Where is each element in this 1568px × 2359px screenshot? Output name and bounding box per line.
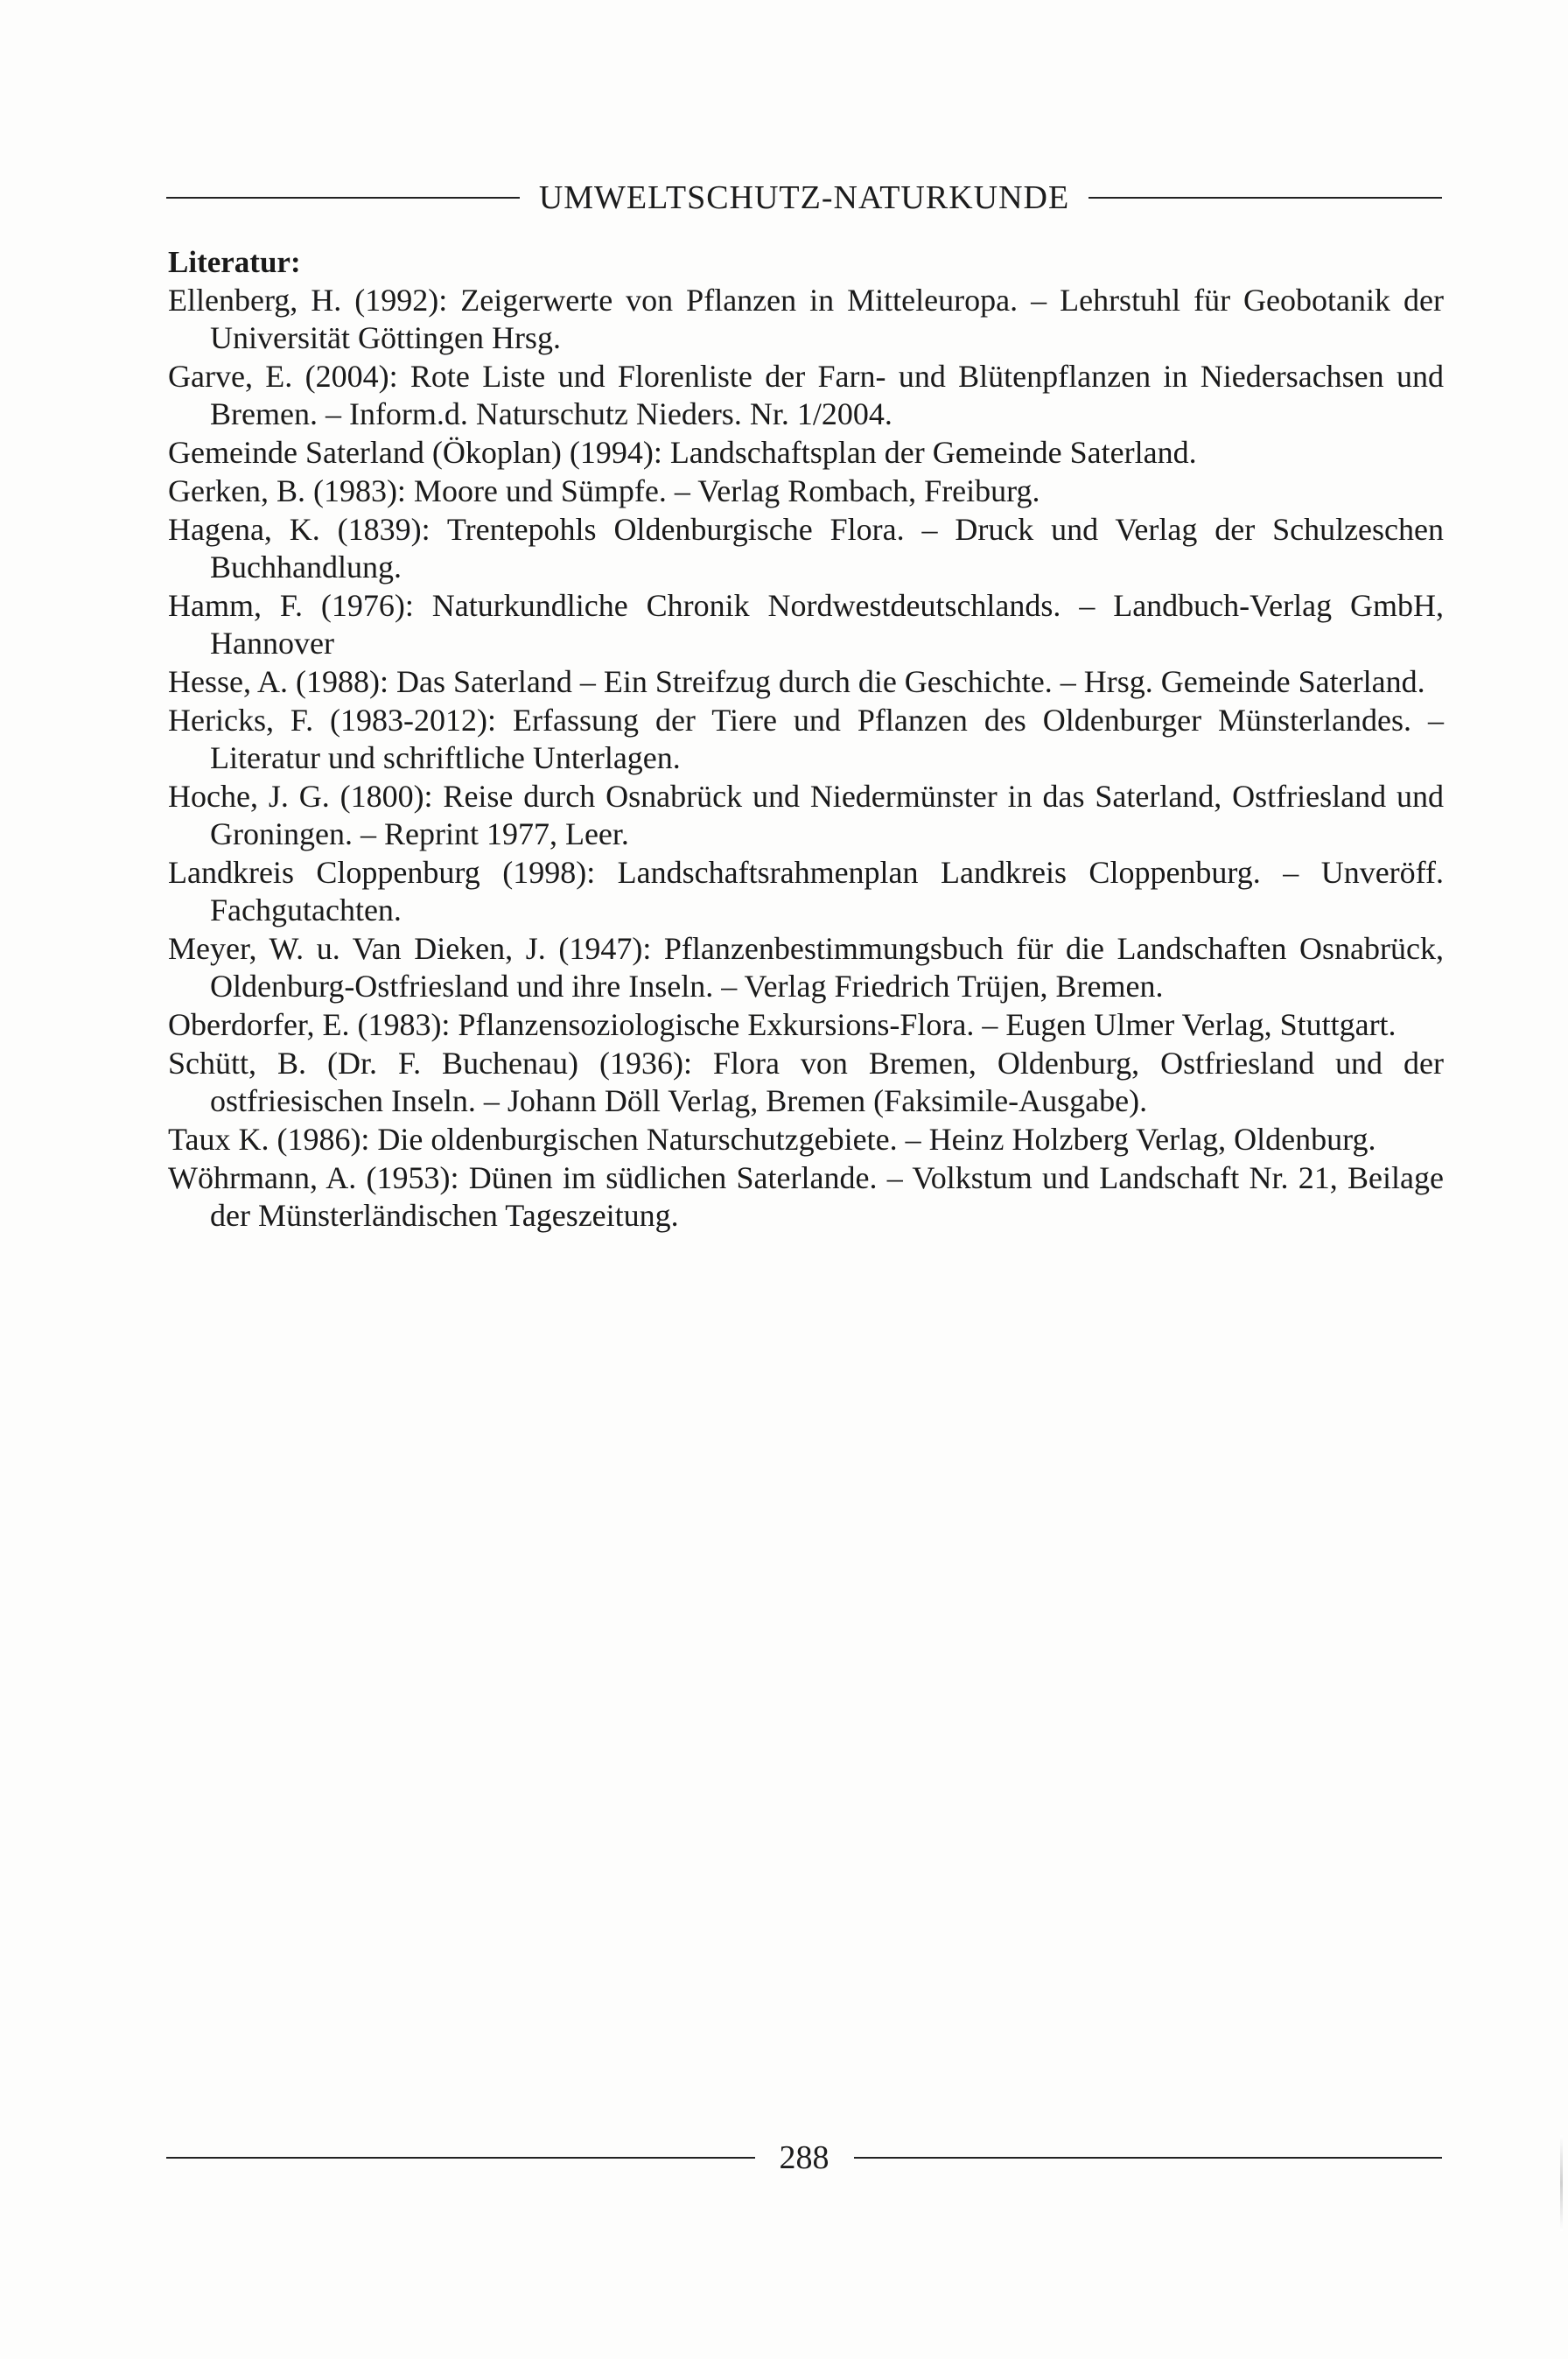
bibliography-section xyxy=(168,243,1444,1236)
reference-list xyxy=(168,282,1444,1235)
scan-edge-mark xyxy=(1560,2135,1563,2231)
reference-item: Meyer, W. u. Van Dieken, J. (1947): Pflanzenbestimmungsbuch für die Landschaften Osnabrück, Oldenburg-Ostfriesland und ihre Inseln. – Verlag Friedrich Trüjen, Bremen. xyxy=(168,931,1444,1004)
reference-item: Hamm, F. (1976): Naturkundliche Chronik Nordwestdeutschlands. – Landbuch-Verlag GmbH, Hannover xyxy=(168,588,1444,661)
reference-item: Wöhrmann, A. (1953): Dünen im südlichen Saterlande. – Volkstum und Landschaft Nr. 21, Beilage der Münsterländischen Tageszeitung. xyxy=(168,1160,1444,1233)
reference-item: Ellenberg, H. (1992): Zeigerwerte von Pflanzen in Mitteleuropa. – Lehrstuhl für Geobotanik der Universität Göttingen Hrsg. xyxy=(168,283,1444,355)
running-header-title: UMWELTSCHUTZ-NATURKUNDE xyxy=(538,179,1070,216)
reference-item: Schütt, B. (Dr. F. Buchenau) (1936): Flora von Bremen, Oldenburg, Ostfriesland und der ostfriesischen Inseln. – Johann Döll Verlag, Bremen (Faksimile-Ausgabe). xyxy=(168,1046,1444,1118)
reference-item: Hagena, K. (1839): Trentepohls Oldenburgische Flora. – Druck und Verlag der Schulzeschen Buchhandlung. xyxy=(168,512,1444,584)
running-header xyxy=(166,172,1442,224)
reference-item: Oberdorfer, E. (1983): Pflanzensoziologische Exkursions-Flora. – Eugen Ulmer Verlag, Stuttgart. xyxy=(168,1007,1396,1042)
footer-rule-right xyxy=(854,2157,1443,2159)
reference-item: Hericks, F. (1983-2012): Erfassung der Tiere und Pflanzen des Oldenburger Münsterlandes. – Literatur und schriftliche Unterlagen. xyxy=(168,703,1444,775)
header-rule-right xyxy=(1088,197,1442,199)
page-number: 288 xyxy=(779,2139,830,2176)
header-rule-left xyxy=(166,197,520,199)
reference-item: Gemeinde Saterland (Ökoplan) (1994): Landschaftsplan der Gemeinde Saterland. xyxy=(168,435,1197,470)
reference-item: Gerken, B. (1983): Moore und Sümpfe. – Verlag Rombach, Freiburg. xyxy=(168,473,1040,508)
reference-item: Hesse, A. (1988): Das Saterland – Ein Streifzug durch die Geschichte. – Hrsg. Gemeinde Saterland. xyxy=(168,664,1425,699)
reference-item: Garve, E. (2004): Rote Liste und Florenliste der Farn- und Blütenpflanzen in Niedersachsen und Bremen. – Inform.d. Naturschutz Nieders. Nr. 1/2004. xyxy=(168,359,1444,431)
reference-item: Taux K. (1986): Die oldenburgischen Naturschutzgebiete. – Heinz Holzberg Verlag, Oldenburg. xyxy=(168,1122,1376,1157)
reference-item: Hoche, J. G. (1800): Reise durch Osnabrück und Niedermünster in das Saterland, Ostfriesland und Groningen. – Reprint 1977, Leer. xyxy=(168,779,1444,851)
reference-item: Landkreis Cloppenburg (1998): Landschaftsrahmenplan Landkreis Cloppenburg. – Unveröff. Fachgutachten. xyxy=(168,855,1444,928)
page-footer xyxy=(166,2132,1442,2184)
literature-heading: Literatur: xyxy=(168,245,301,279)
footer-rule-left xyxy=(166,2157,755,2159)
